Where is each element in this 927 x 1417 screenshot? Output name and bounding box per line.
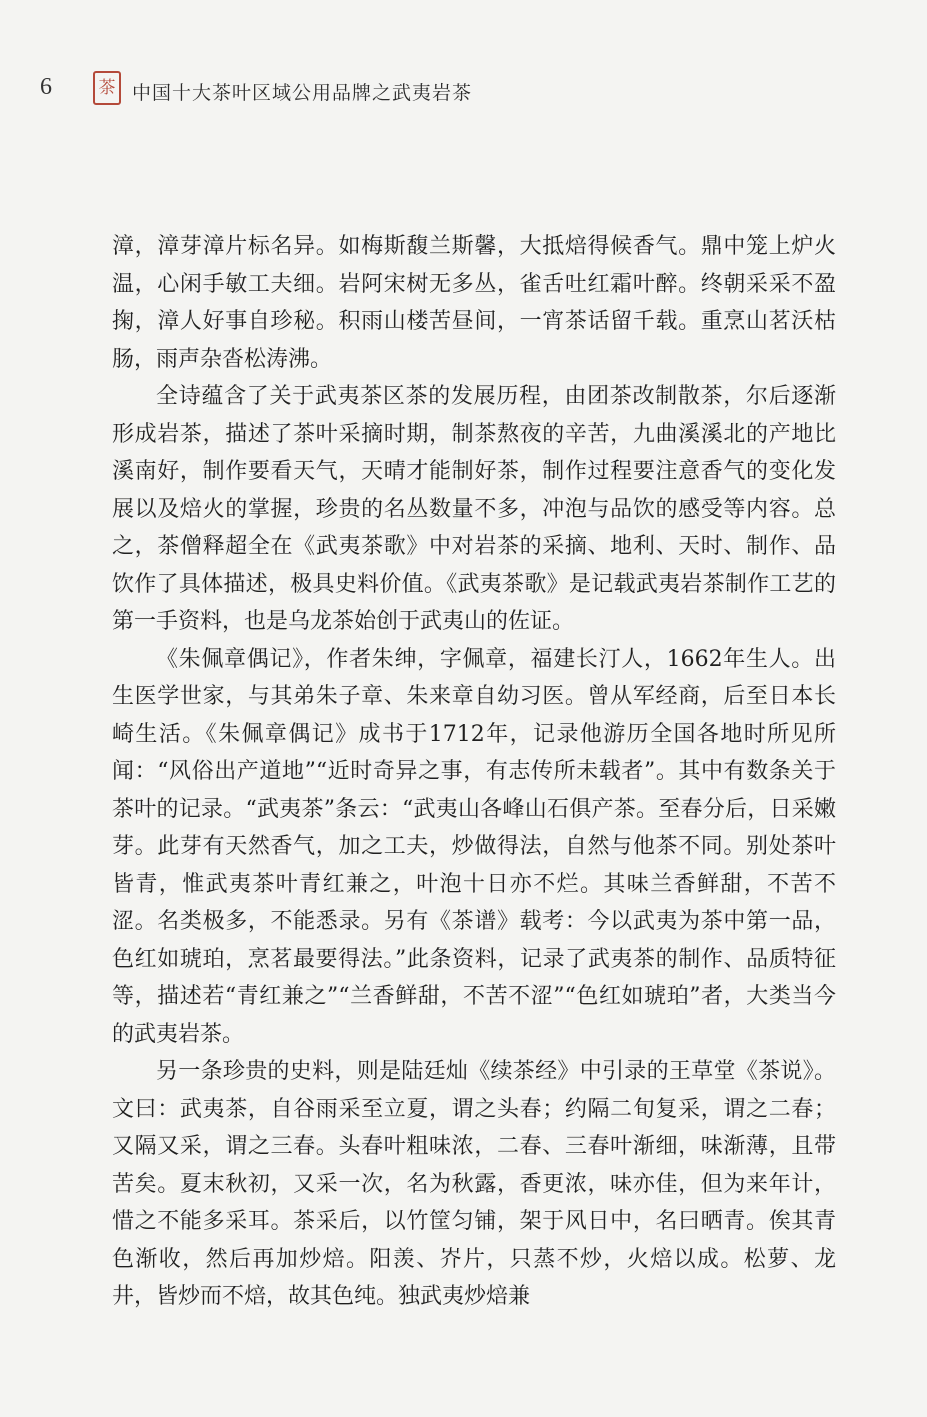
paragraph-4: 另一条珍贵的史料，则是陆廷灿《续茶经》中引录的王草堂《茶说》。文曰：武夷茶，自谷雨采至立夏，谓之头春；约隔二旬复采，谓之二春；又隔又采，谓之三春。头春叶粗味浓，二春、三春叶渐细，味渐薄，且带苦矣。夏末秋初，又采一次，名为秋露，香更浓，味亦佳，但为来年计，惜之不能多采耳。茶采后，以竹筐匀铺，架于风日中，名曰晒青。俟其青色渐收，然后再加炒焙。阳羡、岕片，只蒸不炒，火焙以成。松萝、龙井，皆炒而不焙，故其色纯。独武夷炒焙兼 [112, 1059, 836, 1309]
body-text [112, 228, 836, 1316]
paragraph-2: 全诗蕴含了关于武夷茶区茶的发展历程，由团茶改制散茶，尔后逐渐形成岩茶，描述了茶叶采摘时期，制茶熬夜的辛苦，九曲溪溪北的产地比溪南好，制作要看天气，天晴才能制好茶，制作过程要注意香气的变化发展以及焙火的掌握，珍贵的名丛数量不多，冲泡与品饮的感受等内容。总之，茶僧释超全在《武夷茶歌》中对岩茶的采摘、地利、天时、制作、品饮作了具体描述，极具史料价值。《武夷茶歌》是记载武夷岩茶制作工艺的第一手资料，也是乌龙茶始创于武夷山的佐证。 [112, 384, 836, 634]
seal-logo-icon: 茶 [93, 71, 121, 105]
paragraph-1: 漳，漳芽漳片标名异。如梅斯馥兰斯馨，大抵焙得候香气。鼎中笼上炉火温，心闲手敏工夫细。岩阿宋树无多丛，雀舌吐红霜叶醉。终朝采采不盈掬，漳人好事自珍秘。积雨山楼苦昼间，一宵茶话留千载。重烹山茗沃枯肠，雨声杂沓松涛沸。 [112, 234, 836, 372]
paragraph-3: 《朱佩章偶记》，作者朱绅，字佩章，福建长汀人，1662年生人。出生医学世家，与其弟朱子章、朱来章自幼习医。曾从军经商，后至日本长崎生活。《朱佩章偶记》成书于1712年，记录他游历全国各地时所见所闻：“风俗出产道地”“近时奇异之事，有志传所未载者”。其中有数条关于茶叶的记录。“武夷茶”条云：“武夷山各峰山石俱产茶。至春分后，日采嫩芽。此芽有天然香气，加之工夫，炒做得法，自然与他茶不同。别处茶叶皆青，惟武夷茶叶青红兼之，叶泡十日亦不烂。其味兰香鲜甜，不苦不涩。名类极多，不能悉录。另有《茶谱》载考：今以武夷为茶中第一品，色红如琥珀，烹茗最要得法。”此条资料，记录了武夷茶的制作、品质特征等，描述若“青红兼之”“兰香鲜甜，不苦不涩”“色红如琥珀”者，大类当今的武夷岩茶。 [112, 646, 836, 1047]
page-number: 6 [40, 74, 52, 100]
running-title: 中国十大茶叶区域公用品牌之武夷岩茶 [132, 82, 473, 104]
